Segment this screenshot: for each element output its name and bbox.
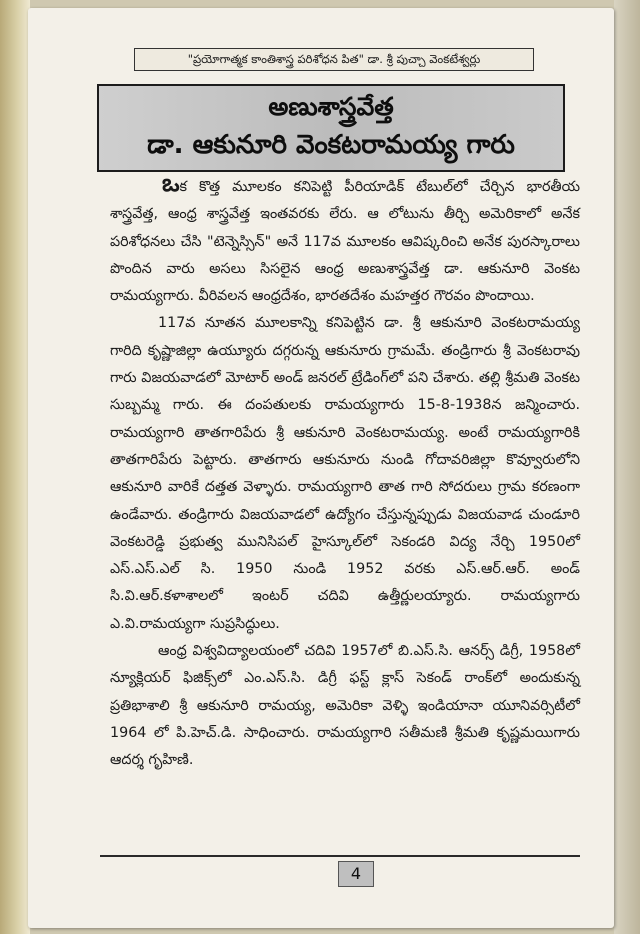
book-spine-edge <box>0 0 30 934</box>
chapter-title-line1: అణుశాస్త్రవేత్త <box>268 92 394 121</box>
body-text <box>110 169 580 775</box>
running-header: "ప్రయోగాత్మక కాంతిశాస్త్ర పరిశోధన పిత" డా. శ్రీ పుచ్చా వెంకటేశ్వర్లు <box>134 48 534 71</box>
footer-rule <box>100 855 580 857</box>
drop-cap: ఒ <box>162 169 180 197</box>
paragraph-3: ఆంధ్ర విశ్వవిద్యాలయంలో చదివి 1957లో బి.ఎస్.సి. ఆనర్స్ డిగ్రీ, 1958లో న్యూక్లియర్ ఫిజిక్స్‌లో ఎం.ఎస్.సి. డిగ్రీ ఫస్ట్ క్లాస్ సెకండ్ రాంక్‌లో అందుకున్న ప్రతిభాశాలి శ్రీ ఆకునూరి రామయ్య, అమెరికా వెళ్ళి ఇండియానా యూనివర్సిటీలో 1964 లో పి.హెచ్.డి. సాధించారు. రామయ్యగారి సతీమణి శ్రీమతి కృష్ణమయిగారు ఆదర్శ గృహిణి. <box>110 643 580 769</box>
paragraph-1-text: క కొత్త మూలకం కనిపెట్టి పీరియాడిక్ టేబుల్‌లో చేర్చిన భారతీయ శాస్త్రవేత్త, ఆంధ్ర శాస్త్రవేత్త ఇంతవరకు లేరు. ఆ లోటును తీర్చి అమెరికాలో అనేక పరిశోధనలు చేసి "టెన్నెస్సిన్" అనే 117వ మూలకం ఆవిష్కరించి అనేక పురస్కారాలు పొందిన వారు అసలు సిసలైన ఆంధ్ర అణుశాస్త్రవేత్త డా. ఆకునూరి వెంకట రామయ్యగారు. వీరివలన ఆంధ్రదేశం, భారతదేశం మహత్తర గౌరవం పొందాయి. <box>110 179 580 305</box>
chapter-title-box <box>97 84 565 172</box>
chapter-title-line2: డా. ఆకునూరి వెంకటరామయ్య గారు <box>147 130 515 160</box>
paragraph-2: 117వ నూతన మూలకాన్ని కనిపెట్టిన డా. శ్రీ ఆకునూరి వెంకటరామయ్య గారిది కృష్ణాజిల్లా ఉయ్యూరు దగ్గరున్న ఆకునూరు గ్రామమే. తండ్రిగారు శ్రీ వెంకటరావు గారు విజయవాడలో మోటార్ అండ్ జనరల్ ట్రేడింగ్‌లో పని చేశారు. తల్లి శ్రీమతి వెంకట సుబ్బమ్మ గారు. ఈ దంపతులకు రామయ్యగారు 15-8-1938న జన్మించారు. రామయ్యగారి తాతగారిపేరు శ్రీ ఆకునూరి వెంకటరామయ్య. అంటే రామయ్యగారికి తాతగారిపేరు పెట్టారు. తాతగారు ఆకునూరు నుండి గోదావరిజిల్లా కొవ్వూరులోని ఆకునూరి వారికే దత్తత వెళ్ళారు. రామయ్యగారి తాత గారి సోదరులు గ్రామ కరణంగా ఉండేవారు. తండ్రిగారు విజయవాడలో ఉద్యోగం చేస్తున్నప్పుడు విజయవాడ చుండూరి వెంకటరెడ్డి ప్రభుత్వ మునిసిపల్ హైస్కూల్‌లో సెకండరి విద్య నేర్చి 1950లో ఎస్.ఎస్.ఎల్ సి. 1950 నుండి 1952 వరకు ఎస్.ఆర్.ఆర్. అండ్ సి.వి.ఆర్.కళాశాలలో ఇంటర్ చదివి ఉత్తీర్ణులయ్యారు. రామయ్యగారు ఎ.వి.రామయ్యగా సుప్రసిద్ధులు. <box>110 315 580 632</box>
paragraph-1 <box>110 169 580 310</box>
page-number: 4 <box>338 861 374 887</box>
page-stack-edge <box>614 0 640 934</box>
